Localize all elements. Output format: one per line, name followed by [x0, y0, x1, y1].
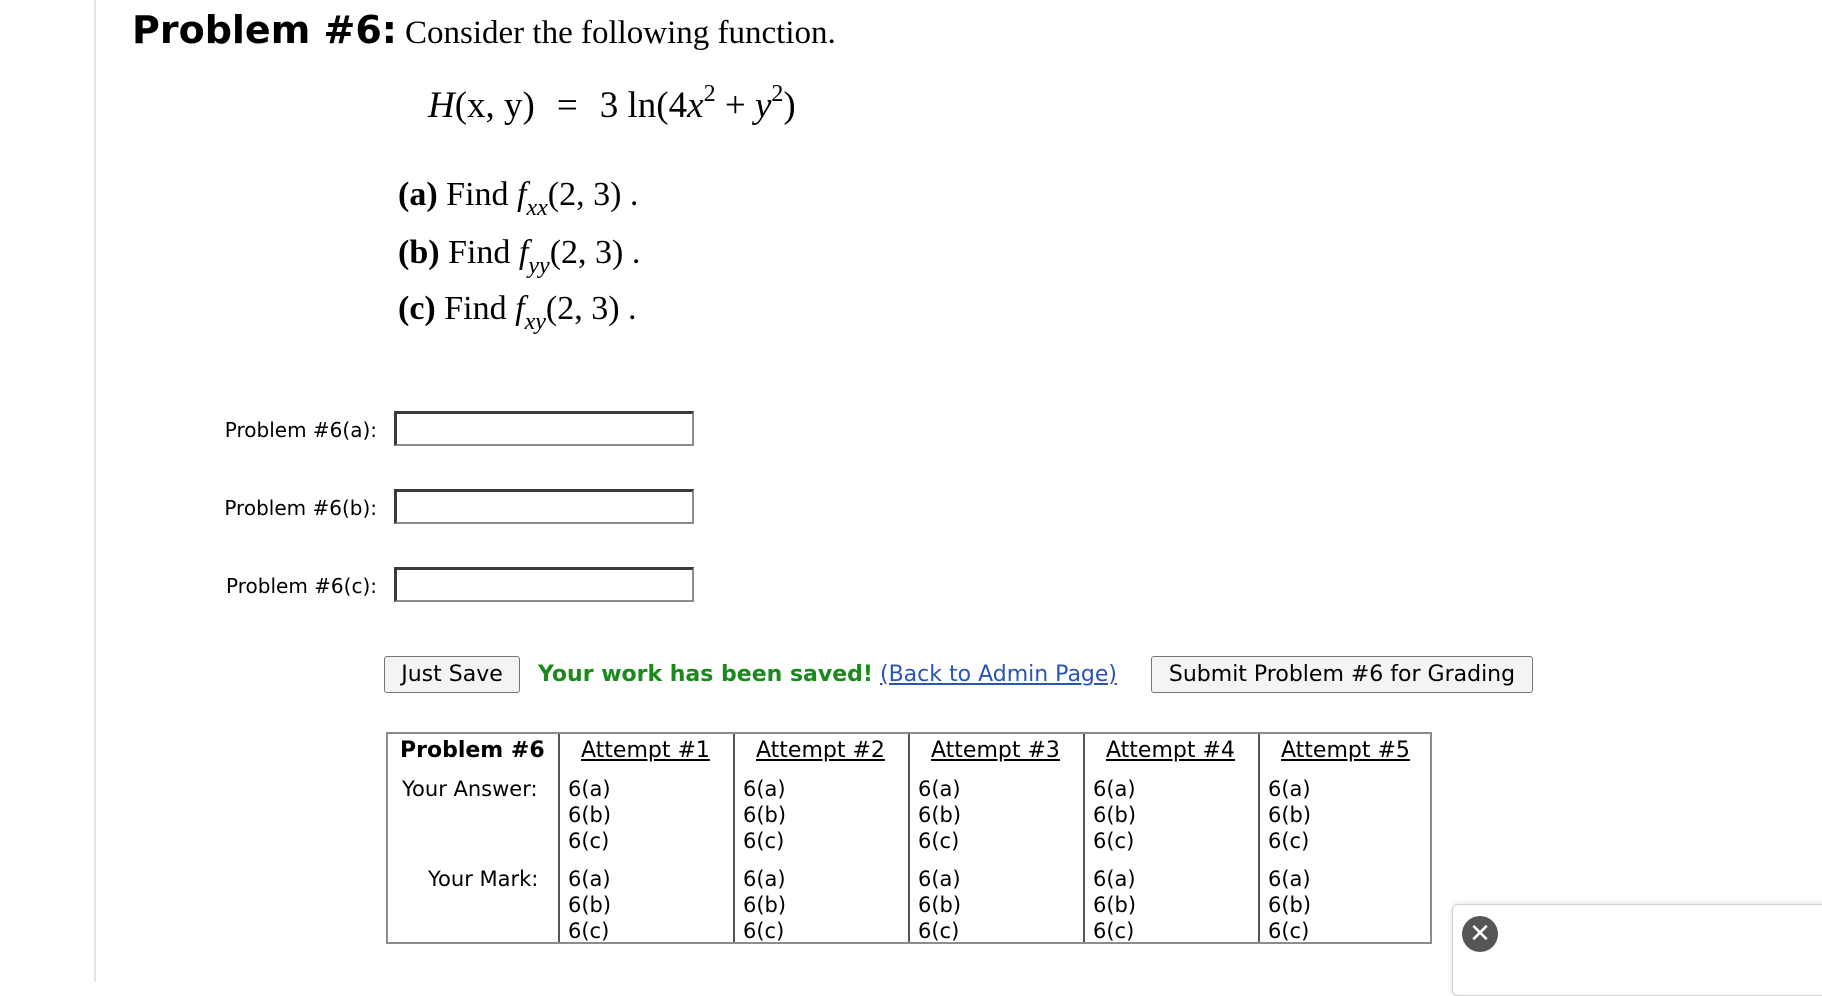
part-sub: xx — [526, 195, 548, 221]
submit-for-grading-button[interactable]: Submit Problem #6 for Grading — [1151, 656, 1533, 693]
formula-x: x — [687, 85, 704, 126]
part-cell: 6(b) — [743, 893, 787, 917]
attempt-3-answers — [918, 776, 961, 854]
answer-input-b[interactable] — [394, 489, 694, 524]
answer-input-a[interactable] — [394, 411, 694, 446]
column-divider — [1083, 734, 1085, 942]
part-label: (a) — [398, 176, 438, 213]
part-fn: f — [518, 234, 529, 271]
part-cell: 6(a) — [568, 867, 611, 891]
part-cell: 6(a) — [1093, 777, 1136, 801]
formula-close: ) — [783, 85, 796, 126]
answer-input-c[interactable] — [394, 567, 694, 602]
formula-exp2: 2 — [771, 81, 784, 107]
part-cell: 6(c) — [568, 919, 610, 943]
part-cell: 6(c) — [568, 829, 610, 853]
part-cell: 6(a) — [918, 777, 961, 801]
answer-label-b: Problem #6(b): — [224, 496, 377, 520]
column-divider — [908, 734, 910, 942]
attempt-2-link[interactable]: Attempt #2 — [756, 738, 885, 763]
part-cell: 6(a) — [743, 777, 786, 801]
attempt-5-link[interactable]: Attempt #5 — [1281, 738, 1410, 763]
part-cell: 6(a) — [568, 777, 611, 801]
back-to-admin-link[interactable]: (Back to Admin Page) — [880, 662, 1118, 687]
part-label: (b) — [398, 234, 440, 271]
part-cell: 6(c) — [1093, 919, 1135, 943]
table-corner-header: Problem #6 — [400, 738, 545, 763]
part-cell: 6(a) — [743, 867, 786, 891]
problem-number: Problem #6: — [132, 8, 397, 52]
attempt-2-answers — [743, 776, 786, 854]
part-find: Find — [444, 290, 507, 327]
answer-label-a: Problem #6(a): — [224, 418, 377, 442]
part-sub: xy — [524, 309, 546, 335]
part-fn: f — [517, 176, 527, 213]
column-divider — [558, 734, 560, 942]
saved-message: Your work has been saved! — [538, 662, 873, 687]
attempt-5-marks — [1268, 866, 1311, 944]
part-label: (c) — [398, 290, 436, 327]
part-point: (2, 3) . — [545, 290, 637, 327]
attempt-2-marks — [743, 866, 786, 944]
part-cell: 6(b) — [743, 803, 787, 827]
formula-equals: = — [556, 85, 578, 126]
part-cell: 6(c) — [1268, 919, 1310, 943]
close-icon[interactable]: ✕ — [1462, 916, 1498, 952]
function-formula — [428, 81, 796, 127]
part-fn: f — [515, 290, 525, 327]
attempt-1-answers — [568, 776, 611, 854]
attempt-1-marks — [568, 866, 611, 944]
part-cell: 6(c) — [1268, 829, 1310, 853]
part-cell: 6(b) — [1268, 803, 1312, 827]
formula-fn-args: (x, y) — [454, 85, 535, 126]
part-cell: 6(b) — [568, 803, 612, 827]
your-answer-row-label: Your Answer: — [402, 777, 538, 801]
problem-intro: Consider the following function. — [405, 15, 836, 51]
part-c — [398, 290, 637, 335]
formula-y: y — [754, 85, 772, 126]
part-cell: 6(a) — [1268, 867, 1311, 891]
part-point: (2, 3) . — [549, 234, 641, 271]
attempt-4-marks — [1093, 866, 1136, 944]
part-find: Find — [448, 234, 511, 271]
part-cell: 6(c) — [918, 829, 960, 853]
part-point: (2, 3) . — [547, 176, 639, 213]
part-cell: 6(b) — [918, 803, 962, 827]
part-cell: 6(c) — [743, 919, 785, 943]
part-b — [398, 234, 641, 279]
formula-fn-name: H — [428, 85, 455, 126]
attempt-4-link[interactable]: Attempt #4 — [1106, 738, 1235, 763]
left-margin-rule — [94, 0, 96, 982]
your-mark-row-label: Your Mark: — [428, 867, 539, 891]
column-divider — [1258, 734, 1260, 942]
part-a — [398, 176, 639, 221]
part-cell: 6(b) — [918, 893, 962, 917]
part-cell: 6(b) — [1093, 893, 1137, 917]
attempt-1-link[interactable]: Attempt #1 — [581, 738, 710, 763]
floating-popup — [1452, 904, 1822, 996]
part-cell: 6(a) — [1093, 867, 1136, 891]
part-cell: 6(a) — [918, 867, 961, 891]
just-save-button[interactable]: Just Save — [384, 656, 520, 693]
attempt-3-link[interactable]: Attempt #3 — [931, 738, 1060, 763]
part-cell: 6(b) — [1268, 893, 1312, 917]
column-divider — [733, 734, 735, 942]
attempt-3-marks — [918, 866, 961, 944]
formula-rhs-prefix: 3 ln(4 — [599, 85, 688, 126]
formula-exp1: 2 — [703, 81, 716, 107]
part-find: Find — [446, 176, 509, 213]
part-sub: yy — [528, 253, 550, 279]
attempt-4-answers — [1093, 776, 1136, 854]
attempt-5-answers — [1268, 776, 1311, 854]
part-cell: 6(b) — [1093, 803, 1137, 827]
problem-heading — [132, 8, 836, 52]
answer-label-c: Problem #6(c): — [226, 574, 377, 598]
part-cell: 6(c) — [1093, 829, 1135, 853]
part-cell: 6(c) — [743, 829, 785, 853]
part-cell: 6(b) — [568, 893, 612, 917]
part-cell: 6(c) — [918, 919, 960, 943]
part-cell: 6(a) — [1268, 777, 1311, 801]
formula-plus: + — [715, 85, 755, 126]
attempts-table — [386, 732, 1432, 944]
